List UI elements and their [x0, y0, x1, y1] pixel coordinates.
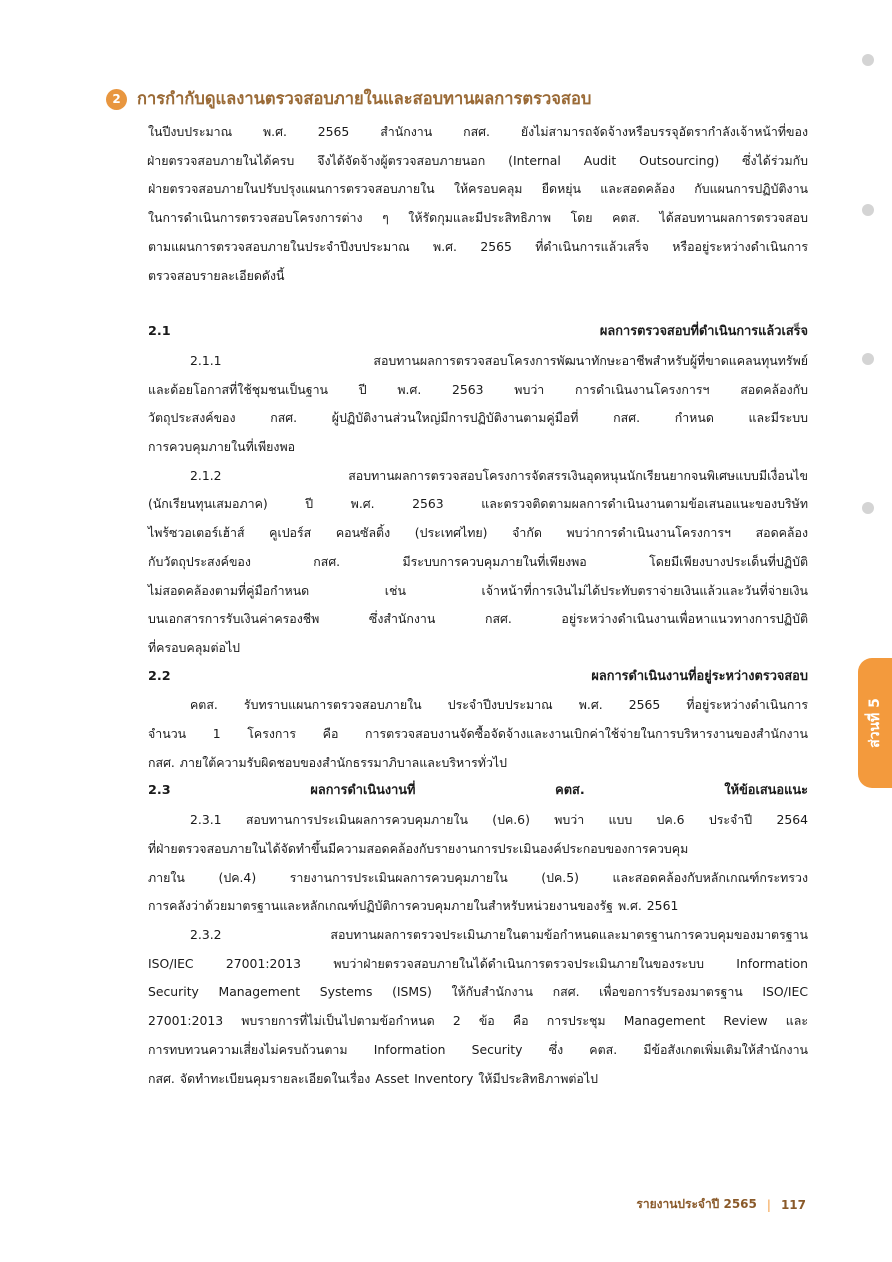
paragraph-line: ไพร้ซวอเตอร์เฮ้าส์ คูเปอร์ส คอนซัลติ้ง (ประเทศไทย) จำกัด พบว่าการดำเนินงานโครงการฯ สอดคล้อง	[148, 525, 808, 541]
margin-dot-4	[862, 502, 874, 514]
paragraph-line: การทบทวนความเสี่ยงไม่ครบถ้วนตาม Information Security ซึ่ง คตส. มีข้อสังเกตเพิ่มเติมให้สำนักงาน	[148, 1041, 808, 1057]
margin-dot-1	[862, 54, 874, 66]
paragraph-line: 2.1.1 สอบทานผลการตรวจสอบโครงการพัฒนาทักษะอาชีพสำหรับผู้ที่ขาดแคลนทุนทรัพย์	[190, 352, 808, 368]
paragraph-line: ภายใน (ปค.4) รายงานการประเมินผลการควบคุมภายใน (ปค.5) และสอดคล้องกับหลักเกณฑ์กระทรวง	[148, 869, 808, 885]
intro-line: ในการดำเนินการตรวจสอบโครงการต่าง ๆ ให้รัดกุมและมีประสิทธิภาพ โดย คตส. ได้สอบทานผลการตรวจสอบ	[148, 210, 808, 226]
paragraph-line: และด้อยโอกาสที่ใช้ชุมชนเป็นฐาน ปี พ.ศ. 2563 พบว่า การดำเนินงานโครงการฯ สอดคล้องกับ	[148, 381, 808, 397]
paragraph-line: 2.3.1 สอบทานการประเมินผลการควบคุมภายใน (ปค.6) พบว่า แบบ ปค.6 ประจำปี 2564	[190, 812, 808, 828]
paragraph-line: กสศ. จัดทำทะเบียนคุมรายละเอียดในเรื่อง Asset Inventory ให้มีประสิทธิภาพต่อไป	[148, 1070, 598, 1086]
paragraph-line: คตส. รับทราบแผนการตรวจสอบภายใน ประจำปีงบประมาณ พ.ศ. 2565 ที่อยู่ระหว่างดำเนินการ	[190, 697, 808, 713]
section-side-tab[interactable]	[858, 658, 892, 788]
paragraph-line: 2.3.2 สอบทานผลการตรวจประเมินภายในตามข้อกำหนดและมาตรฐานการควบคุมของมาตรฐาน	[190, 926, 808, 942]
intro-line: ตามแผนการตรวจสอบภายในประจำปีงบประมาณ พ.ศ. 2565 ที่ดำเนินการแล้วเสร็จ หรืออยู่ระหว่างดำเนินการ	[148, 238, 808, 254]
side-tab-label: ส่วนที่ 5	[867, 698, 883, 748]
section-title: การกำกับดูแลงานตรวจสอบภายในและสอบทานผลการตรวจสอบ	[137, 89, 592, 108]
item-2-1-1	[148, 347, 808, 462]
paragraph-line: ISO/IEC 27001:2013 พบว่าฝ่ายตรวจสอบภายในได้ดำเนินการตรวจประเมินภายในของระบบ Information	[148, 955, 808, 971]
subsection-2-1-title: 2.1 ผลการตรวจสอบที่ดำเนินการแล้วเสร็จ	[148, 324, 808, 340]
item-2-3-2	[148, 921, 808, 1093]
paragraph-2-2	[148, 691, 808, 777]
paragraph-line: วัตถุประสงค์ของ กสศ. ผู้ปฏิบัติงานส่วนใหญ่มีการปฏิบัติงานตามคู่มือที่ กสศ. กำหนด และมีระบบ	[148, 410, 808, 426]
item-2-1-2	[148, 462, 808, 663]
subsection-2-2-title: 2.2 ผลการดำเนินงานที่อยู่ระหว่างตรวจสอบ	[148, 668, 808, 684]
paragraph-line: ที่ฝ่ายตรวจสอบภายในได้จัดทำขึ้นมีความสอดคล้องกับรายงานการประเมินองค์ประกอบของการควบคุม	[148, 840, 689, 856]
paragraph-line: 2.1.2 สอบทานผลการตรวจสอบโครงการจัดสรรเงินอุดหนุนนักเรียนยากจนพิเศษแบบมีเงื่อนไข	[190, 467, 808, 483]
page-number: 117	[780, 1197, 806, 1212]
intro-line: ตรวจสอบรายละเอียดดังนี้	[148, 267, 285, 283]
section-number-badge: 2	[106, 89, 127, 110]
paragraph-line: ไม่สอดคล้องตามที่คู่มือกำหนด เช่น เจ้าหน้าที่การเงินไม่ได้ประทับตราจ่ายเงินแล้วและวันที่จ่ายเงิน	[148, 582, 808, 598]
paragraph-line: 27001:2013 พบรายการที่ไม่เป็นไปตามข้อกำหนด 2 ข้อ คือ การประชุม Management Review และ	[148, 1013, 808, 1029]
intro-line: ในปีงบประมาณ พ.ศ. 2565 สำนักงาน กสศ. ยังไม่สามารถจัดจ้างหรือบรรจุอัตรากำลังเจ้าหน้าที่ของ	[148, 124, 808, 139]
page-footer	[636, 1195, 806, 1214]
paragraph-line: การควบคุมภายในที่เพียงพอ	[148, 439, 296, 455]
subsection-2-3-title: 2.3 ผลการดำเนินงานที่ คตส. ให้ข้อเสนอแนะ	[148, 783, 808, 799]
item-2-3-1	[148, 806, 808, 921]
paragraph-line: จำนวน 1 โครงการ คือ การตรวจสอบงานจัดซื้อจัดจ้างและงานเบิกค่าใช้จ่ายในการบริหารงานของสำนักงาน	[148, 726, 808, 742]
paragraph-line: ที่ครอบคลุมต่อไป	[148, 639, 241, 655]
section-heading	[106, 86, 826, 112]
footer-separator: |	[766, 1197, 771, 1212]
paragraph-line: กสศ. ภายใต้ความรับผิดชอบของสำนักธรรมาภิบาลและบริหารทั่วไป	[148, 754, 507, 770]
document-body	[148, 118, 808, 1093]
paragraph-line: (นักเรียนทุนเสมอภาค) ปี พ.ศ. 2563 และตรวจติดตามผลการดำเนินงานตามข้อเสนอแนะของบริษัท	[148, 496, 808, 512]
paragraph-line: กับวัตถุประสงค์ของ กสศ. มีระบบการควบคุมภายในที่เพียงพอ โดยมีเพียงบางประเด็นที่ปฏิบัติ	[148, 553, 808, 569]
footer-report-title: รายงานประจำปี 2565	[636, 1197, 757, 1211]
intro-line: ฝ่ายตรวจสอบภายในปรับปรุงแผนการตรวจสอบภายใน ให้ครอบคลุม ยืดหยุ่น และสอดคล้อง กับแผนการปฏิบัติงาน	[148, 181, 808, 197]
intro-line: ฝ่ายตรวจสอบภายในได้ครบ จึงได้จัดจ้างผู้ตรวจสอบภายนอก (Internal Audit Outsourcing) ซึ่งได้ร่วมกับ	[147, 152, 808, 168]
paragraph-line: การคลังว่าด้วยมาตรฐานและหลักเกณฑ์ปฏิบัติการควบคุมภายในสำหรับหน่วยงานของรัฐ พ.ศ. 2561	[148, 898, 679, 914]
paragraph-line: บนเอกสารการรับเงินค่าครองชีพ ซึ่งสำนักงาน กสศ. อยู่ระหว่างดำเนินงานเพื่อหาแนวทางการปฏิบัติ	[148, 611, 808, 627]
margin-dot-3	[862, 353, 874, 365]
paragraph-line: Security Management Systems (ISMS) ให้กับสำนักงาน กสศ. เพื่อขอการรับรองมาตรฐาน ISO/IEC	[148, 984, 808, 1000]
intro-paragraph	[148, 118, 808, 290]
margin-dot-2	[862, 204, 874, 216]
